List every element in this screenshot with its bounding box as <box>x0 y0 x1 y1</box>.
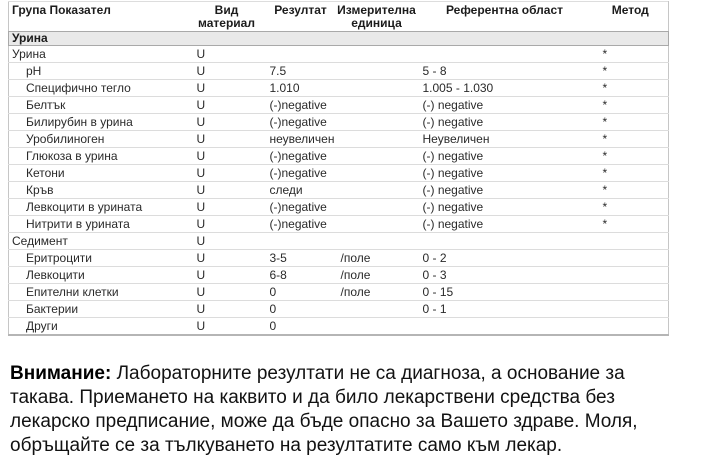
cell-reference-range: 0 - 2 <box>417 250 593 267</box>
cell-method: * <box>593 131 669 148</box>
cell-measure-unit <box>337 97 417 114</box>
cell-indicator-name: Билирубин в урина <box>9 114 189 131</box>
cell-reference-range: (-) negative <box>417 165 593 182</box>
cell-measure-unit <box>337 165 417 182</box>
disclaimer-label: Внимание: <box>10 363 112 384</box>
cell-result: 1.010 <box>265 80 337 97</box>
cell-material-type: U <box>189 114 265 131</box>
cell-result: (-)negative <box>265 148 337 165</box>
cell-reference-range: (-) negative <box>417 199 593 216</box>
table-row <box>9 233 669 250</box>
cell-indicator-name: Епителни клетки <box>9 284 189 301</box>
cell-material-type: U <box>189 97 265 114</box>
col-header-result: Резултат <box>274 3 327 17</box>
cell-method <box>593 284 669 301</box>
cell-indicator-name: Уробилиноген <box>9 131 189 148</box>
table-row <box>9 284 669 301</box>
cell-reference-range: (-) negative <box>417 114 593 131</box>
cell-result <box>265 46 337 63</box>
cell-indicator-name: Урина <box>9 46 189 63</box>
cell-result: 0 <box>265 284 337 301</box>
cell-reference-range: (-) negative <box>417 97 593 114</box>
cell-measure-unit <box>337 318 417 336</box>
cell-measure-unit <box>337 46 417 63</box>
cell-material-type: U <box>189 148 265 165</box>
cell-measure-unit <box>337 233 417 250</box>
disclaimer-text <box>10 362 660 458</box>
cell-indicator-name: Еритроцити <box>9 250 189 267</box>
cell-method <box>593 318 669 336</box>
cell-measure-unit <box>337 216 417 233</box>
table-row <box>9 114 669 131</box>
cell-method: * <box>593 165 669 182</box>
cell-result: 0 <box>265 318 337 336</box>
cell-material-type: U <box>189 284 265 301</box>
cell-reference-range: 0 - 3 <box>417 267 593 284</box>
cell-measure-unit <box>337 63 417 80</box>
cell-result: (-)negative <box>265 199 337 216</box>
cell-reference-range: (-) negative <box>417 182 593 199</box>
table-row <box>9 216 669 233</box>
cell-measure-unit <box>337 199 417 216</box>
cell-measure-unit <box>337 182 417 199</box>
header-row <box>9 2 669 32</box>
cell-result <box>265 233 337 250</box>
cell-result: 6-8 <box>265 267 337 284</box>
cell-result: 3-5 <box>265 250 337 267</box>
table-row <box>9 165 669 182</box>
cell-method: * <box>593 46 669 63</box>
cell-indicator-name: Белтък <box>9 97 189 114</box>
cell-indicator-name: Други <box>9 318 189 336</box>
cell-material-type: U <box>189 80 265 97</box>
col-header-reference-range: Референтна област <box>445 3 564 17</box>
table-row <box>9 131 669 148</box>
cell-result: 0 <box>265 301 337 318</box>
table-row <box>9 46 669 63</box>
col-header-material-type: Вид материал <box>198 3 255 30</box>
cell-indicator-name: Кетони <box>9 165 189 182</box>
table-row <box>9 63 669 80</box>
cell-reference-range: 0 - 15 <box>417 284 593 301</box>
cell-material-type: U <box>189 318 265 336</box>
cell-material-type: U <box>189 250 265 267</box>
cell-measure-unit <box>337 301 417 318</box>
cell-measure-unit: /поле <box>337 284 417 301</box>
cell-reference-range: (-) negative <box>417 148 593 165</box>
cell-result: следи <box>265 182 337 199</box>
table-row <box>9 250 669 267</box>
cell-result: (-)negative <box>265 114 337 131</box>
group-row-urine <box>9 32 669 46</box>
cell-reference-range <box>417 318 593 336</box>
cell-measure-unit <box>337 80 417 97</box>
cell-material-type: U <box>189 233 265 250</box>
urine-results-table <box>8 1 669 336</box>
cell-indicator-name: Бактерии <box>9 301 189 318</box>
cell-method <box>593 233 669 250</box>
col-header-measure-unit: Измерителна единица <box>337 3 416 30</box>
cell-result: (-)negative <box>265 216 337 233</box>
cell-result: (-)negative <box>265 165 337 182</box>
cell-measure-unit: /поле <box>337 250 417 267</box>
cell-method: * <box>593 114 669 131</box>
cell-material-type: U <box>189 267 265 284</box>
disclaimer-body: Лабораторните резултати не са диагноза, а основание за такава. Приемането на каквито и да било лекарствени средства без лекарско предписание, може да бъде опасно за Вашето здраве. Моля, обръщайте се за тълкуването на резултатите само към лекар. <box>10 363 638 456</box>
cell-result: (-)negative <box>265 97 337 114</box>
cell-material-type: U <box>189 199 265 216</box>
cell-method: * <box>593 63 669 80</box>
table-row <box>9 148 669 165</box>
cell-material-type: U <box>189 165 265 182</box>
cell-reference-range: 5 - 8 <box>417 63 593 80</box>
cell-indicator-name: Глюкоза в урина <box>9 148 189 165</box>
table-row <box>9 97 669 114</box>
table-row <box>9 267 669 284</box>
cell-indicator-name: Левкоцити в урината <box>9 199 189 216</box>
cell-method <box>593 267 669 284</box>
cell-result: неувеличен <box>265 131 337 148</box>
cell-method: * <box>593 80 669 97</box>
cell-reference-range <box>417 233 593 250</box>
cell-method <box>593 250 669 267</box>
cell-method: * <box>593 148 669 165</box>
table-row <box>9 182 669 199</box>
cell-indicator-name: Кръв <box>9 182 189 199</box>
table-row <box>9 318 669 336</box>
col-header-method: Метод <box>611 3 649 17</box>
cell-measure-unit <box>337 131 417 148</box>
table-row <box>9 80 669 97</box>
cell-reference-range: 1.005 - 1.030 <box>417 80 593 97</box>
cell-measure-unit: /поле <box>337 267 417 284</box>
cell-reference-range: Неувеличен <box>417 131 593 148</box>
group-row-label: Урина <box>9 32 669 46</box>
cell-method: * <box>593 199 669 216</box>
cell-reference-range: 0 - 1 <box>417 301 593 318</box>
cell-reference-range: (-) negative <box>417 216 593 233</box>
cell-result: 7.5 <box>265 63 337 80</box>
cell-material-type: U <box>189 131 265 148</box>
cell-indicator-name: Седимент <box>9 233 189 250</box>
cell-material-type: U <box>189 182 265 199</box>
cell-measure-unit <box>337 114 417 131</box>
table-row <box>9 301 669 318</box>
table-row <box>9 199 669 216</box>
cell-method: * <box>593 216 669 233</box>
cell-material-type: U <box>189 46 265 63</box>
cell-indicator-name: Нитрити в урината <box>9 216 189 233</box>
cell-measure-unit <box>337 148 417 165</box>
cell-indicator-name: Специфично тегло <box>9 80 189 97</box>
cell-indicator-name: Левкоцити <box>9 267 189 284</box>
cell-indicator-name: pH <box>9 63 189 80</box>
cell-material-type: U <box>189 301 265 318</box>
cell-method <box>593 301 669 318</box>
cell-reference-range <box>417 46 593 63</box>
col-header-group-indicator: Група Показател <box>12 3 111 17</box>
cell-method: * <box>593 182 669 199</box>
cell-method: * <box>593 97 669 114</box>
cell-material-type: U <box>189 216 265 233</box>
cell-material-type: U <box>189 63 265 80</box>
